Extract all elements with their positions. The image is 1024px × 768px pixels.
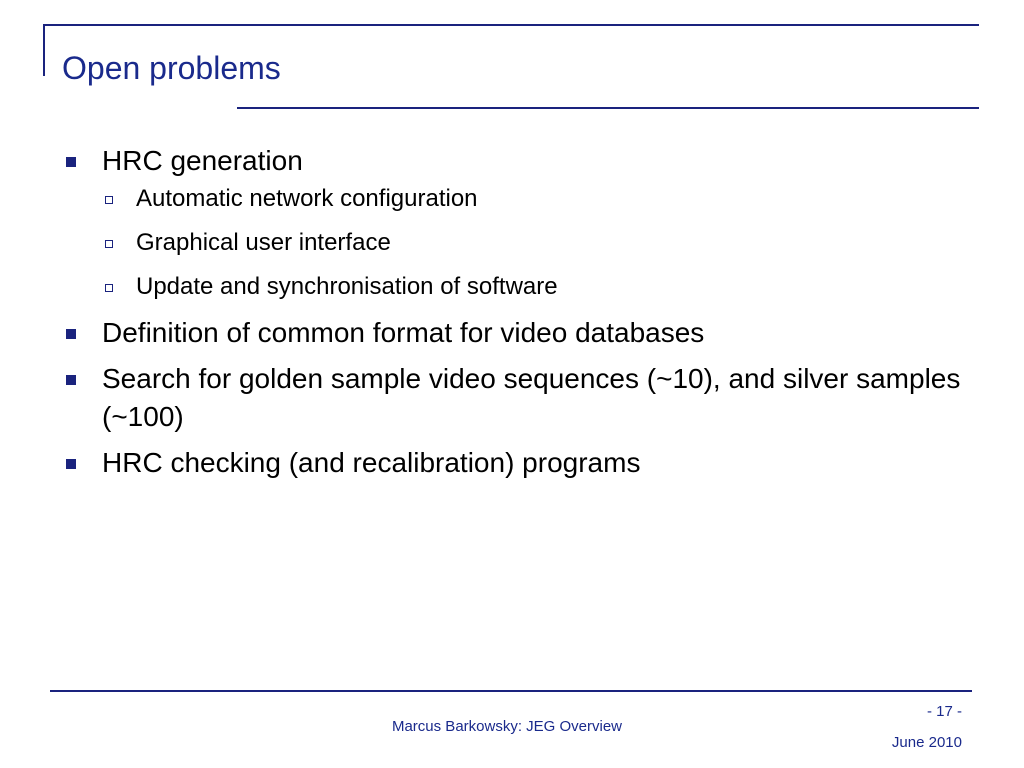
sub-bullet-text: Automatic network configuration	[136, 185, 478, 212]
hollow-square-bullet-icon	[105, 196, 113, 204]
bullet-item	[62, 142, 962, 304]
bullet-list	[62, 142, 962, 490]
footer-date: June 2010	[891, 734, 962, 751]
slide-title: Open problems	[62, 50, 281, 86]
sub-bullet-item	[62, 270, 962, 304]
page-number: - 17 -	[926, 703, 962, 720]
sub-bullet-text: Update and synchronisation of software	[136, 273, 558, 300]
hollow-square-bullet-icon	[105, 240, 113, 248]
footer-rule	[50, 690, 972, 692]
bullet-item	[62, 360, 962, 436]
filled-square-bullet-icon	[66, 459, 76, 469]
bullet-text: Definition of common format for video databases	[102, 317, 705, 348]
sub-bullet-text: Graphical user interface	[136, 229, 391, 256]
sub-bullet-item	[62, 182, 962, 216]
frame-top-rule	[43, 24, 979, 26]
hollow-square-bullet-icon	[105, 284, 113, 292]
bullet-text: HRC generation	[102, 145, 303, 176]
frame-left-rule	[43, 24, 45, 76]
bullet-item	[62, 444, 962, 482]
bullet-text: Search for golden sample video sequences (~10), and silver samples (~100)	[102, 363, 961, 432]
sub-bullet-list	[62, 182, 962, 304]
filled-square-bullet-icon	[66, 157, 76, 167]
sub-bullet-item	[62, 226, 962, 260]
title-underline-rule	[237, 107, 979, 109]
bullet-item	[62, 314, 962, 352]
footer-presenter: Marcus Barkowsky: JEG Overview	[391, 718, 623, 735]
bullet-text: HRC checking (and recalibration) programs	[102, 447, 641, 478]
filled-square-bullet-icon	[66, 329, 76, 339]
filled-square-bullet-icon	[66, 375, 76, 385]
